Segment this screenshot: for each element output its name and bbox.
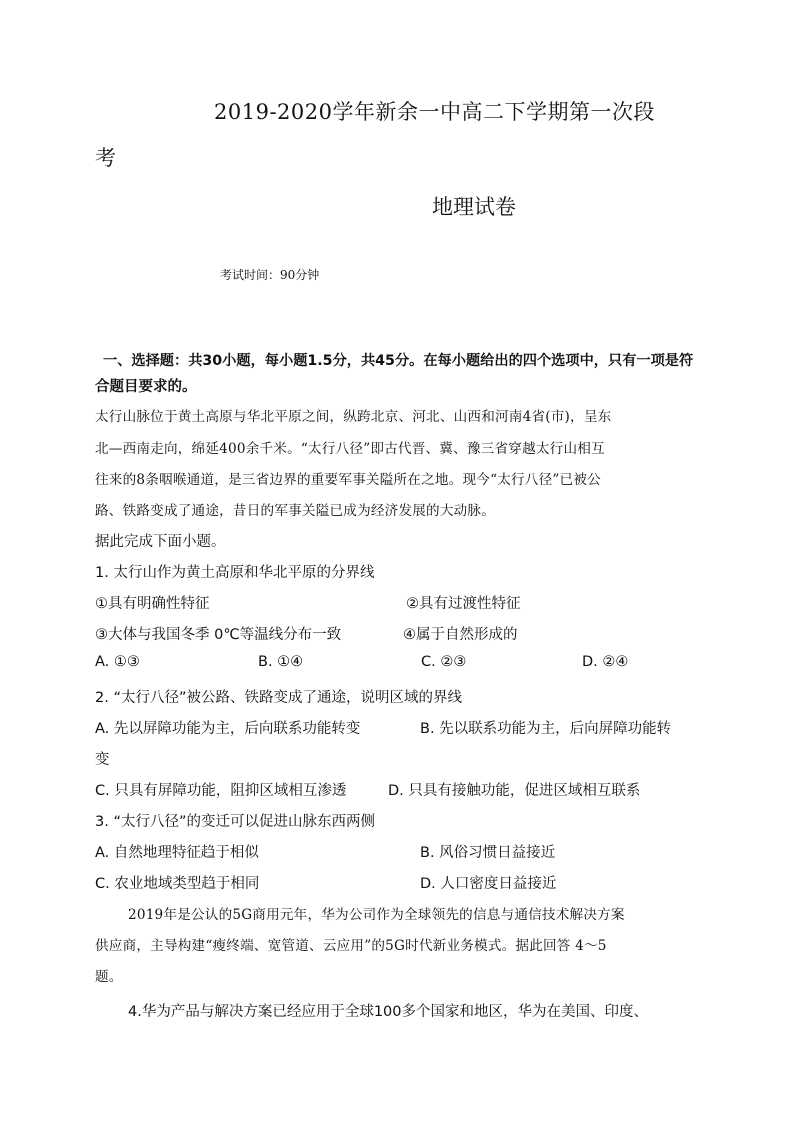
passage2-line1: 2019年是公认的5G商用元年，华为公司作为全球领先的信息与通信技术解决方案	[128, 907, 625, 923]
q2-option-c: C. 只具有屏障功能，阻抑区域相互渗透	[95, 783, 347, 799]
q1-statement-1: ①具有明确性特征	[95, 596, 210, 612]
passage1-line3: 往来的8条咽喉通道，是三省边界的重要军事关隘所在之地。现今“太行八径”已被公	[95, 472, 601, 488]
q2-option-d: D. 只具有接触功能，促进区域相互联系	[388, 783, 641, 799]
q1-stem: 1. 太行山作为黄土高原和华北平原的分界线	[95, 565, 375, 581]
q1-option-b: B. ①④	[258, 654, 304, 670]
q2-option-b: B. 先以联系功能为主，后向屏障功能转	[420, 721, 672, 737]
q2-option-b-continued: 变	[95, 752, 110, 768]
exam-time: 考试时间：90分钟	[220, 268, 320, 282]
q3-option-b: B. 风俗习惯日益接近	[420, 845, 556, 861]
section-heading-line1: 一、选择题：共30小题，每小题1.5分，共45分。在每小题给出的四个选项中，只有一项是符	[103, 353, 694, 369]
passage1-line1: 太行山脉位于黄土高原与华北平原之间，纵跨北京、河北、山西和河南4省(市)，呈东	[95, 409, 612, 425]
q2-stem: 2. “太行八径”被公路、铁路变成了通途，说明区域的界线	[95, 690, 462, 706]
q1-option-a: A. ①③	[95, 654, 140, 670]
subject-title: 地理试卷	[432, 195, 516, 219]
passage1-instruction: 据此完成下面小题。	[95, 534, 226, 550]
q3-stem: 3. “太行八径”的变迁可以促进山脉东西两侧	[95, 814, 375, 830]
q1-statement-3: ③大体与我国冬季 0℃等温线分布一致	[95, 627, 342, 643]
exam-title-line2: 考	[95, 146, 117, 170]
passage1-line4: 路、铁路变成了通途，昔日的军事关隘已成为经济发展的大动脉。	[95, 503, 496, 519]
passage1-line2: 北—西南走向，绵延400余千米。“太行八径”即古代晋、冀、豫三省穿越太行山相互	[95, 441, 605, 457]
q3-option-c: C. 农业地域类型趋于相同	[95, 876, 260, 892]
exam-title-line1: 2019-2020学年新余一中高二下学期第一次段	[214, 100, 655, 124]
q1-option-c: C. ②③	[421, 654, 467, 670]
q3-option-a: A. 自然地理特征趋于相似	[95, 845, 259, 861]
passage2-line2: 供应商，主导构建“瘦终端、宽管道、云应用”的5G时代新业务模式。据此回答 4～5	[95, 938, 607, 954]
q3-option-d: D. 人口密度日益接近	[420, 876, 557, 892]
passage2-line3: 题。	[95, 969, 123, 985]
q1-statement-4: ④属于自然形成的	[403, 627, 518, 643]
q4-stem: 4.华为产品与解决方案已经应用于全球100多个国家和地区，华为在美国、印度、	[128, 1004, 649, 1020]
q1-option-d: D. ②④	[582, 654, 629, 670]
section-heading-line2: 合题目要求的。	[95, 379, 197, 395]
q2-option-a: A. 先以屏障功能为主，后向联系功能转变	[95, 721, 361, 737]
q1-statement-2: ②具有过渡性特征	[406, 596, 521, 612]
